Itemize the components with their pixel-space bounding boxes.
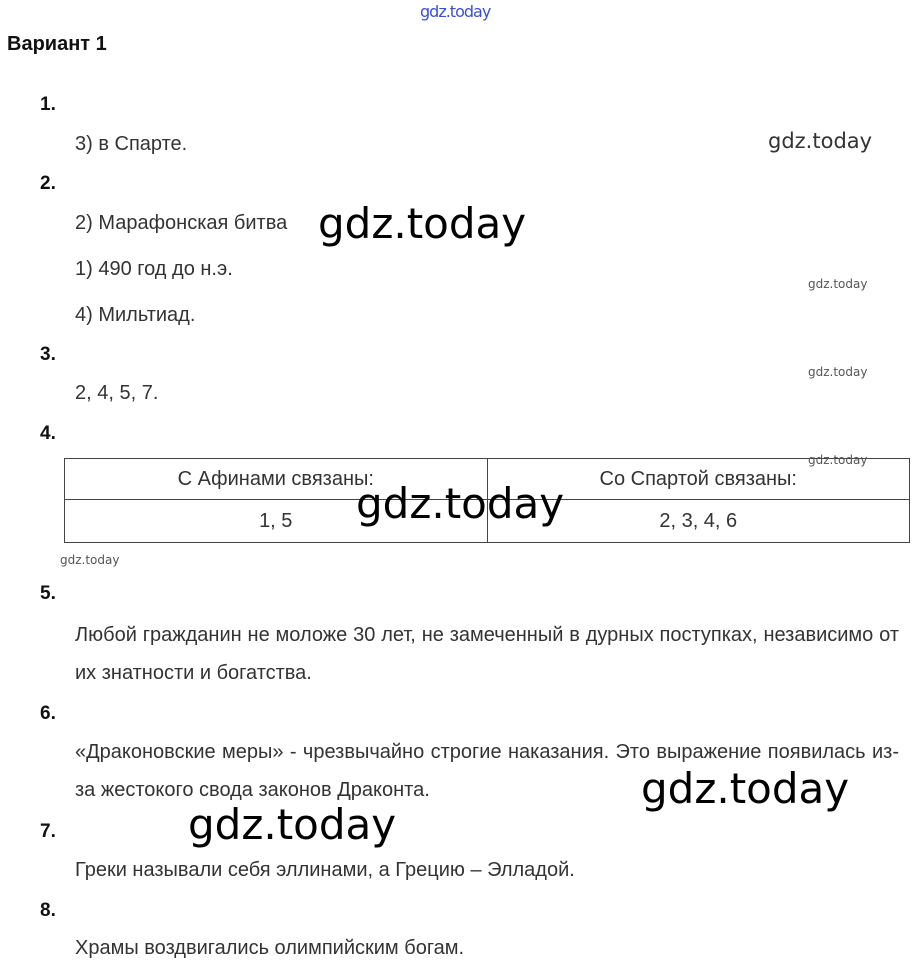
question-number-8: 8. — [40, 900, 56, 921]
table-cell-athens: 1, 5 — [65, 500, 488, 543]
answer-8: Храмы воздвигались олимпийским богам. — [75, 937, 465, 959]
answer-6: «Драконовские меры» - чрезвычайно строгие наказания. Это выражение появилась из-за жестокого свода законов Драконта. — [75, 741, 899, 801]
question-number-1: 1. — [40, 94, 56, 115]
watermark: gdz.today — [808, 453, 868, 467]
watermark: gdz.today — [768, 129, 873, 153]
question-number-3: 3. — [40, 344, 56, 365]
watermark: gdz.today — [60, 553, 120, 567]
answer-3: 2, 4, 5, 7. — [75, 382, 159, 404]
answer-2-b: 1) 490 год до н.э. — [75, 258, 233, 280]
question-number-5: 5. — [40, 583, 56, 604]
question-number-4: 4. — [40, 423, 56, 444]
answer-5: Любой гражданин не моложе 30 лет, не замеченный в дурных поступках, независимо от их знатности и богатства. — [75, 624, 899, 684]
question-number-7: 7. — [40, 821, 56, 842]
answer-2-a: 2) Марафонская битва — [75, 212, 288, 234]
table-header-athens: С Афинами связаны: — [65, 459, 488, 500]
watermark: gdz.today — [808, 277, 868, 291]
watermark: gdz.today — [318, 199, 527, 248]
page-title: Вариант 1 — [7, 33, 107, 55]
answer-7: Греки называли себя эллинами, а Грецию – Элладой. — [75, 859, 575, 881]
answer-2-c: 4) Мильтиад. — [75, 304, 196, 326]
answer-1: 3) в Спарте. — [75, 133, 188, 155]
watermark: gdz.today — [188, 800, 397, 849]
question-number-2: 2. — [40, 173, 56, 194]
watermark: gdz.today — [808, 365, 868, 379]
watermark: gdz.today — [641, 764, 850, 813]
watermark: gdz.today — [356, 479, 565, 528]
table-header-sparta: Со Спартой связаны: — [487, 459, 910, 500]
question-number-6: 6. — [40, 703, 56, 724]
top-watermark: gdz.today — [420, 2, 491, 21]
table-cell-sparta: 2, 3, 4, 6 — [487, 500, 910, 543]
